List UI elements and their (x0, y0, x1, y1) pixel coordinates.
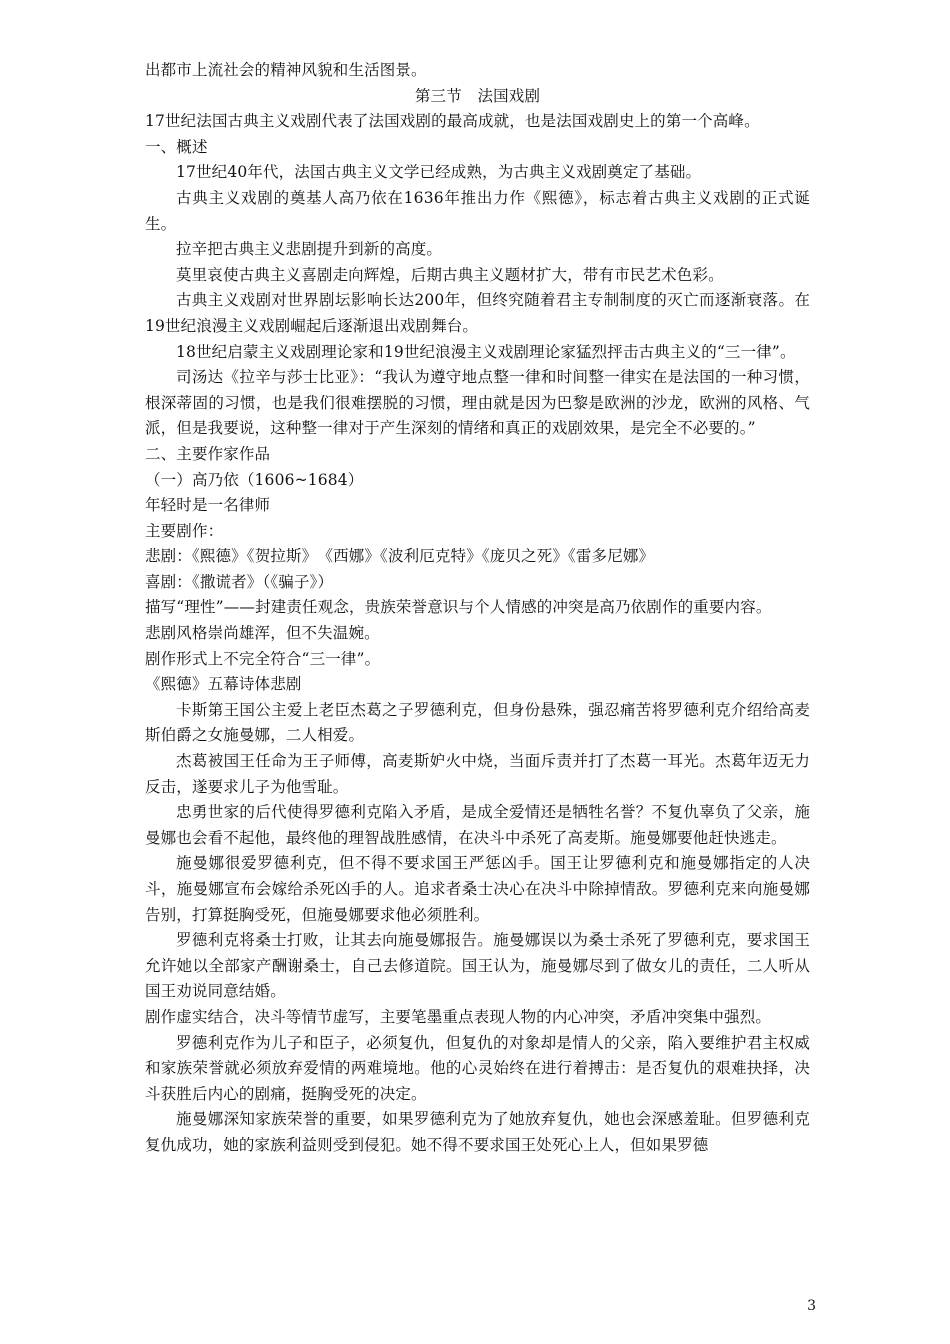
paragraph: 主要剧作： (145, 521, 224, 540)
paragraph: 描写“理性”——封建责任观念，贵族荣誉意识与个人情感的冲突是高乃依剧作的重要内容。 (145, 598, 772, 617)
paragraph: 司汤达《拉辛与莎士比亚》：“我认为遵守地点整一律和时间整一律实在是法国的一种习惯，根深蒂固的习惯，也是我们很难摆脱的习惯，理由就是因为巴黎是欧洲的沙龙，欧洲的风格、气派，但是我要说，这种整一律对于产生深刻的情绪和真正的戏剧效果，是完全不必要的。” (145, 368, 810, 438)
paragraph: 年轻时是一名律师 (145, 496, 271, 515)
paragraph: （一）高乃依（1606~1684） (145, 470, 364, 489)
paragraph: 忠勇世家的后代使得罗德利克陷入矛盾，是成全爱情还是牺牲名誉？不复仇辜负了父亲，施曼娜也会看不起他，最终他的理智战胜感情，在决斗中杀死了高麦斯。施曼娜要他赶快逃走。 (145, 803, 810, 847)
section-heading: 第三节 法国戏剧 (414, 86, 541, 105)
paragraph: 二、主要作家作品 (145, 444, 271, 463)
paragraph: 出都市上流社会的精神风貌和生活图景。 (145, 61, 427, 79)
paragraph: 18世纪启蒙主义戏剧理论家和19世纪浪漫主义戏剧理论家猛烈抨击古典主义的“三一律”。 (176, 342, 796, 361)
paragraph: 莫里哀使古典主义喜剧走向辉煌，后期古典主义题材扩大，带有市民艺术色彩。 (176, 265, 724, 284)
paragraph: 17世纪法国古典主义戏剧代表了法国戏剧的最高成就，也是法国戏剧史上的第一个高峰。 (145, 112, 760, 131)
paragraph: 杰葛被国王任命为王子师傅，高麦斯妒火中烧，当面斥责并打了杰葛一耳光。杰葛年迈无力反击，遂要求儿子为他雪耻。 (145, 752, 810, 796)
paragraph: 剧作虚实结合，决斗等情节虚写，主要笔墨重点表现人物的内心冲突，矛盾冲突集中强烈。 (145, 1007, 772, 1026)
paragraph: 拉辛把古典主义悲剧提升到新的高度。 (176, 240, 443, 259)
paragraph: 古典主义戏剧对世界剧坛影响长达200年，但终究随着君主专制制度的灭亡而逐渐衰落。在19世纪浪漫主义戏剧崛起后逐渐退出戏剧舞台。 (145, 291, 810, 335)
paragraph: 悲剧风格崇尚雄浑，但不失温婉。 (145, 624, 380, 643)
paragraph: 施曼娜深知家族荣誉的重要，如果罗德利克为了她放弃复仇，她也会深感羞耻。但罗德利克复仇成功，她的家族利益则受到侵犯。她不得不要求国王处死心上人，但如果罗德 (145, 1110, 810, 1154)
page-body (145, 58, 810, 1159)
paragraph: 喜剧：《撒谎者》（《骗子》） (145, 572, 334, 591)
paragraph: 17世纪40年代，法国古典主义文学已经成熟，为古典主义戏剧奠定了基础。 (176, 163, 702, 182)
paragraph: 悲剧：《熙德》《贺拉斯》 《西娜》《波利厄克特》《庞贝之死》《雷多尼娜》 (145, 547, 655, 566)
paragraph: 罗德利克将桑士打败，让其去向施曼娜报告。施曼娜误以为桑士杀死了罗德利克，要求国王允许她以全部家产酬谢桑士，自己去修道院。国王认为，施曼娜尽到了做女儿的责任，二人听从国王劝说同意结婚。 (145, 931, 810, 1001)
paragraph: 《熙德》五幕诗体悲剧 (145, 675, 302, 694)
paragraph: 剧作形式上不完全符合“三一律”。 (145, 649, 381, 668)
paragraph: 一、概述 (145, 137, 208, 156)
page-number: 3 (807, 1298, 816, 1314)
paragraph: 古典主义戏剧的奠基人高乃依在1636年推出力作《熙德》，标志着古典主义戏剧的正式诞生。 (145, 188, 810, 233)
paragraph: 施曼娜很爱罗德利克，但不得不要求国王严惩凶手。国王让罗德利克和施曼娜指定的人决斗，施曼娜宣布会嫁给杀死凶手的人。追求者桑士决心在决斗中除掉情敌。罗德利克来向施曼娜告别，打算挺胸受死，但施曼娜要求他必须胜利。 (145, 854, 810, 924)
paragraph: 罗德利克作为儿子和臣子，必须复仇，但复仇的对象却是情人的父亲，陷入要维护君主权威和家族荣誉就必须放弃爱情的两难境地。他的心灵始终在进行着搏击：是否复仇的艰难抉择，决斗获胜后内心的剧痛，挺胸受死的决定。 (145, 1033, 810, 1103)
paragraph: 卡斯第王国公主爱上老臣杰葛之子罗德利克，但身份悬殊，强忍痛苦将罗德利克介绍给高麦斯伯爵之女施曼娜，二人相爱。 (145, 700, 810, 745)
